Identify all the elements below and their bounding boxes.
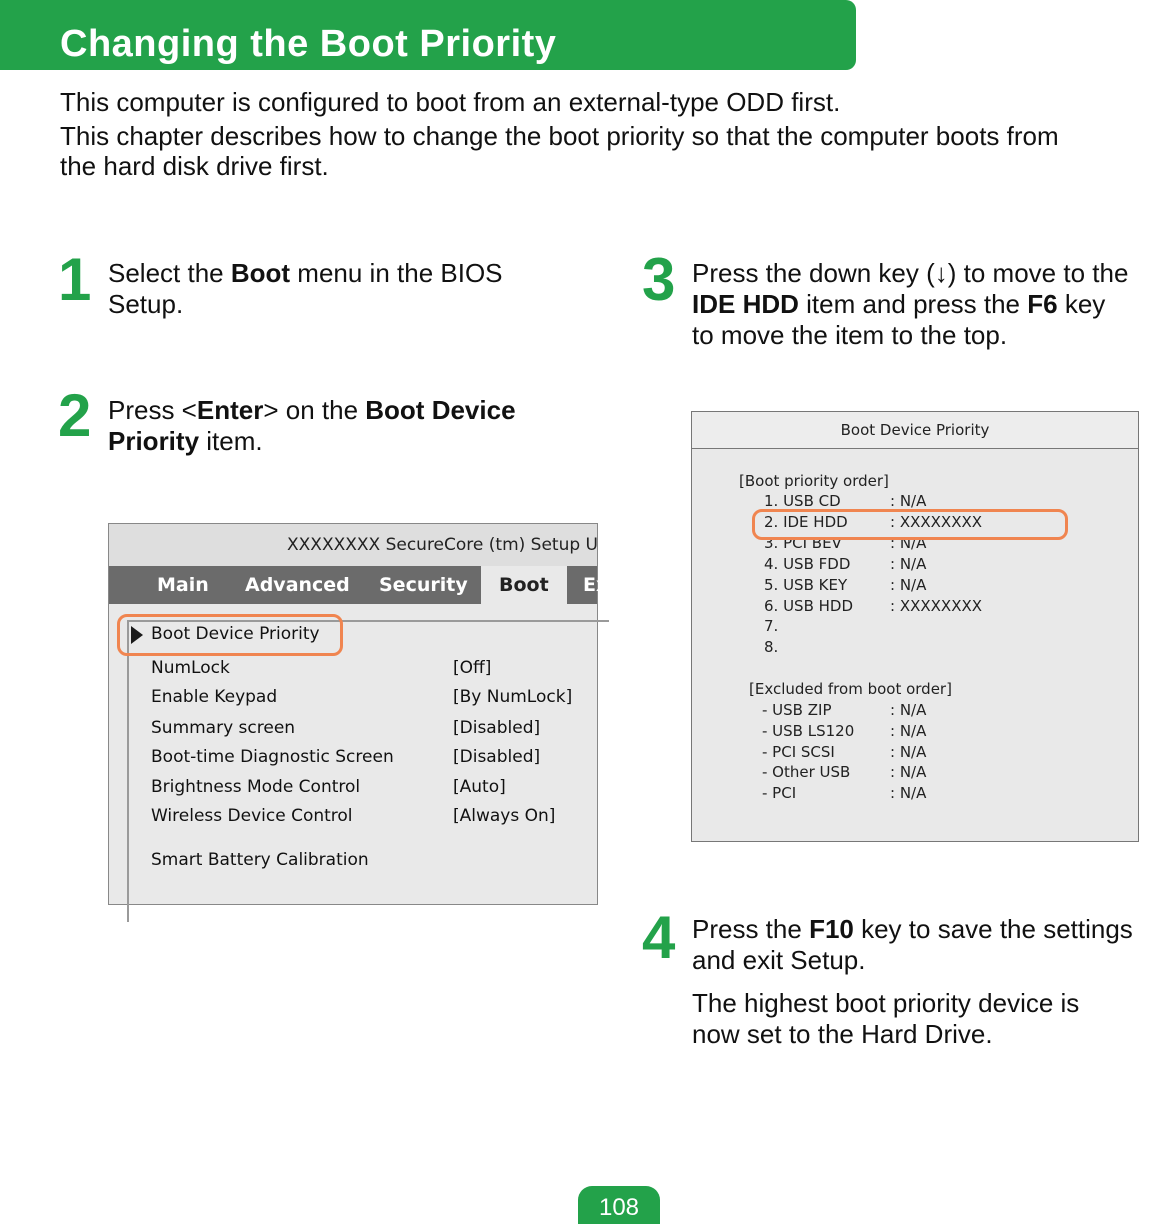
bios-item-numlock[interactable]: NumLock [151,658,230,678]
boot-device-priority-screenshot [691,411,1139,842]
intro-line-3: the hard disk drive first. [60,151,329,181]
excluded-item[interactable]: - PCI [762,784,797,802]
step-1-text: Select the Boot menu in the BIOS Setup. [108,258,503,319]
bios-value-summary-screen: [Disabled] [453,718,541,738]
bios-menu-security[interactable]: Security [379,574,468,596]
bios-menu-advanced[interactable]: Advanced [245,574,350,596]
excluded-value: : N/A [890,784,927,802]
excluded-value: : N/A [890,722,927,740]
step-4-note: The highest boot priority device is now set to the Hard Drive. [692,988,1080,1049]
boot-order-item[interactable]: 1. USB CD [764,492,841,510]
boot-order-value: : N/A [890,555,927,573]
boot-order-item[interactable]: 2. IDE HDD [764,513,848,531]
boot-order-value: : XXXXXXXX [890,513,983,531]
excluded-value: : N/A [890,701,927,719]
highlight-ide-hdd [752,509,1068,540]
boot-order-item[interactable]: 7. [764,617,779,635]
bios-setup-screenshot [108,523,609,905]
bios-menu-exit[interactable]: Ex [583,574,609,596]
excluded-item[interactable]: - PCI SCSI [762,743,835,761]
boot-order-value: : N/A [890,534,927,552]
excluded-header: [Excluded from boot order] [749,680,952,698]
step-2-text: Press <Enter> on the Boot Device Priority item. [108,395,516,456]
bios-item-enable-keypad[interactable]: Enable Keypad [151,687,278,707]
boot-order-value: : N/A [890,492,927,510]
step-3-text: Press the down key (↓) to move to the IDE HDD item and press the F6 key to move the item to the top. [692,258,1129,350]
intro-line-2: This chapter describes how to change the boot priority so that the computer boots from [60,121,1059,151]
page-title: Changing the Boot Priority [60,23,557,65]
bios-item-battery-calibration[interactable]: Smart Battery Calibration [151,850,369,870]
bios-menu-boot[interactable]: Boot [481,566,567,604]
boot-priority-title: Boot Device Priority [692,412,1138,449]
boot-order-item[interactable]: 6. USB HDD [764,597,854,615]
bios-value-diagnostic-screen: [Disabled] [453,747,541,767]
boot-order-value: : XXXXXXXX [890,597,983,615]
step-4-number: 4 [642,904,676,971]
boot-order-item[interactable]: 5. USB KEY [764,576,848,594]
page-number: 108 [578,1186,660,1224]
excluded-item[interactable]: - USB ZIP [762,701,832,719]
step-1-number: 1 [58,246,92,313]
bios-item-boot-device-priority[interactable]: Boot Device Priority [151,624,320,644]
bios-item-summary-screen[interactable]: Summary screen [151,718,296,738]
bios-value-brightness-mode: [Auto] [453,777,506,797]
bios-item-brightness-mode[interactable]: Brightness Mode Control [151,777,361,797]
bios-item-diagnostic-screen[interactable]: Boot-time Diagnostic Screen [151,747,394,767]
bios-item-wireless-device[interactable]: Wireless Device Control [151,806,353,826]
excluded-item[interactable]: - Other USB [762,763,851,781]
boot-order-value: : N/A [890,576,927,594]
step-2-number: 2 [58,382,92,449]
step-4-text: Press the F10 key to save the settings and exit Setup. [692,914,1133,975]
bios-title-bar [109,524,597,566]
bios-menu-main[interactable]: Main [157,574,209,596]
bios-value-wireless-device: [Always On] [453,806,556,826]
excluded-value: : N/A [890,763,927,781]
bios-title: XXXXXXXX SecureCore (tm) Setup U [287,535,598,555]
intro-line-1: This computer is configured to boot from an external-type ODD first. [60,87,841,117]
boot-order-item[interactable]: 4. USB FDD [764,555,851,573]
boot-order-item[interactable]: 8. [764,638,779,656]
excluded-item[interactable]: - USB LS120 [762,722,855,740]
bios-value-numlock: [Off] [453,658,492,678]
bios-value-enable-keypad: [By NumLock] [453,687,573,707]
bios-menu-bar [109,566,609,604]
highlight-boot-device-priority [117,614,343,656]
step-3-number: 3 [642,246,676,313]
title-banner [0,0,856,70]
excluded-value: : N/A [890,743,927,761]
boot-order-header: [Boot priority order] [739,472,889,490]
boot-order-item[interactable]: 3. PCI BEV [764,534,842,552]
